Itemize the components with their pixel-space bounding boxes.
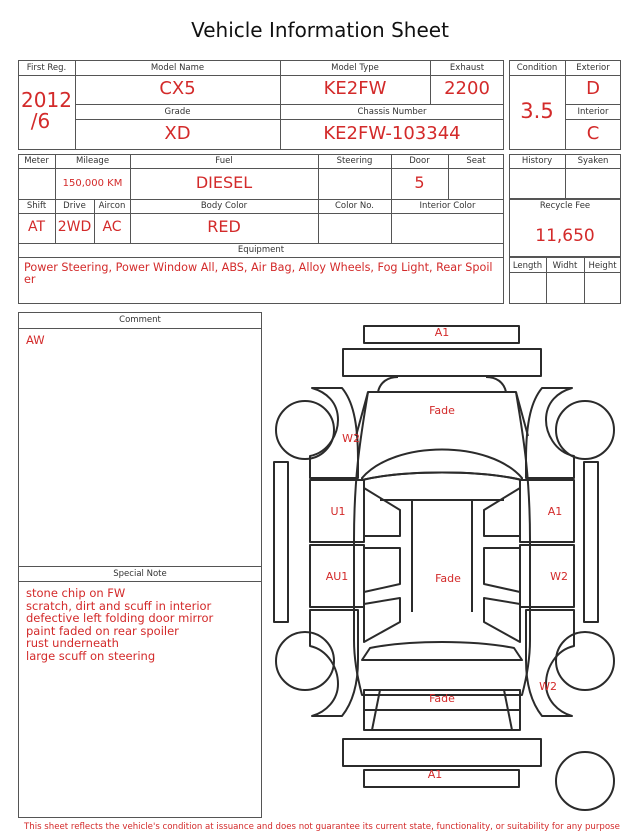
mark-left-rear-door: AU1 (325, 570, 349, 583)
mileage-label: Mileage (75, 156, 110, 166)
condition-value: 3.5 (520, 99, 554, 123)
door-value: 5 (414, 173, 425, 192)
width-label: Widht (552, 261, 578, 271)
recycle-fee-label: Recycle Fee (539, 201, 591, 211)
comment-label: Comment (119, 315, 161, 325)
model-type-value: KE2FW (323, 78, 387, 99)
door-label: Door (409, 156, 430, 166)
exhaust-value: 2200 (444, 78, 490, 99)
mark-front-bumper: A1 (434, 326, 450, 339)
recycle-fee-value: 11,650 (535, 226, 595, 246)
exhaust-label: Exhaust (449, 63, 485, 73)
model-name-label: Model Name (150, 63, 205, 73)
exterior-value: D (586, 78, 600, 99)
meter-label: Meter (24, 156, 49, 166)
grade-label: Grade (164, 107, 191, 117)
rear-bumper-top (343, 739, 541, 766)
body-color-label: Body Color (200, 201, 248, 211)
aircon-label: Aircon (98, 201, 126, 211)
mileage-value: 150,000 KM (62, 178, 123, 189)
first-reg-month: /6 (30, 109, 51, 133)
spare-wheel (556, 752, 614, 810)
right-rear-fender (526, 610, 574, 716)
interior-color-label: Interior Color (419, 201, 476, 211)
mark-hood: Fade (429, 404, 455, 417)
front-left-wheel (276, 401, 334, 459)
right-front-fender (526, 388, 574, 478)
special-note-text: stone chip on FW scratch, dirt and scuff in interior defective left folding door mirror paint faded on rear spoiler rust underneath large scuff on steering (26, 586, 214, 663)
model-type-label: Model Type (331, 63, 379, 73)
mark-right-rear-door: W2 (550, 570, 568, 583)
footer-disclaimer: This sheet reflects the vehicle's condition at issuance and does not guarantee its current state, functionality, or suitability for any purpose (24, 822, 620, 832)
front-bumper-front (343, 349, 541, 376)
aircon-value: AC (102, 219, 122, 235)
drive-label: Drive (63, 201, 86, 211)
page-title: Vehicle Information Sheet (191, 18, 449, 42)
mark-right-front-door: A1 (547, 505, 563, 518)
model-name-value: CX5 (159, 78, 196, 99)
mark-roof: Fade (435, 572, 461, 585)
car-body-outline (354, 392, 530, 695)
length-label: Length (512, 261, 543, 271)
interior-value: C (586, 123, 600, 144)
drive-value: 2WD (57, 219, 92, 235)
syaken-label: Syaken (577, 156, 609, 166)
chassis-label: Chassis Number (357, 107, 427, 117)
body-color-value: RED (207, 217, 241, 236)
rear-right-wheel (556, 632, 614, 690)
rear-left-wheel (276, 632, 334, 690)
color-no-label: Color No. (334, 201, 374, 211)
first-reg-year: 2012 (21, 88, 72, 112)
front-right-wheel (556, 401, 614, 459)
chassis-value: KE2FW-103344 (323, 123, 461, 144)
mark-trunk: Fade (429, 692, 455, 705)
steering-label: Steering (336, 156, 373, 166)
rear-window (362, 642, 522, 660)
shift-value: AT (27, 219, 46, 235)
fuel-label: Fuel (215, 156, 233, 166)
first-reg-label: First Reg. (26, 63, 67, 73)
equipment-line-1: Power Steering, Power Window All, ABS, Air Bag, Alloy Wheels, Fog Light, Rear Spoil (24, 261, 493, 274)
mark-rear-bumper: A1 (427, 768, 443, 781)
fuel-value: DIESEL (195, 173, 253, 192)
height-label: Height (588, 261, 617, 271)
interior-label: Interior (577, 107, 609, 117)
mark-left-front-fender: W2 (342, 432, 360, 445)
mark-left-front-door: U1 (330, 505, 346, 518)
grade-value: XD (164, 123, 191, 144)
seat-label: Seat (466, 156, 486, 166)
equipment-label: Equipment (237, 245, 285, 255)
special-note-label: Special Note (113, 569, 167, 579)
history-label: History (521, 156, 553, 166)
comment-text: AW (26, 333, 45, 347)
equipment-line-2: er (24, 273, 36, 286)
exterior-label: Exterior (576, 63, 610, 73)
shift-label: Shift (26, 201, 47, 211)
mark-right-rear-fender: W2 (539, 680, 557, 693)
condition-label: Condition (516, 63, 558, 73)
